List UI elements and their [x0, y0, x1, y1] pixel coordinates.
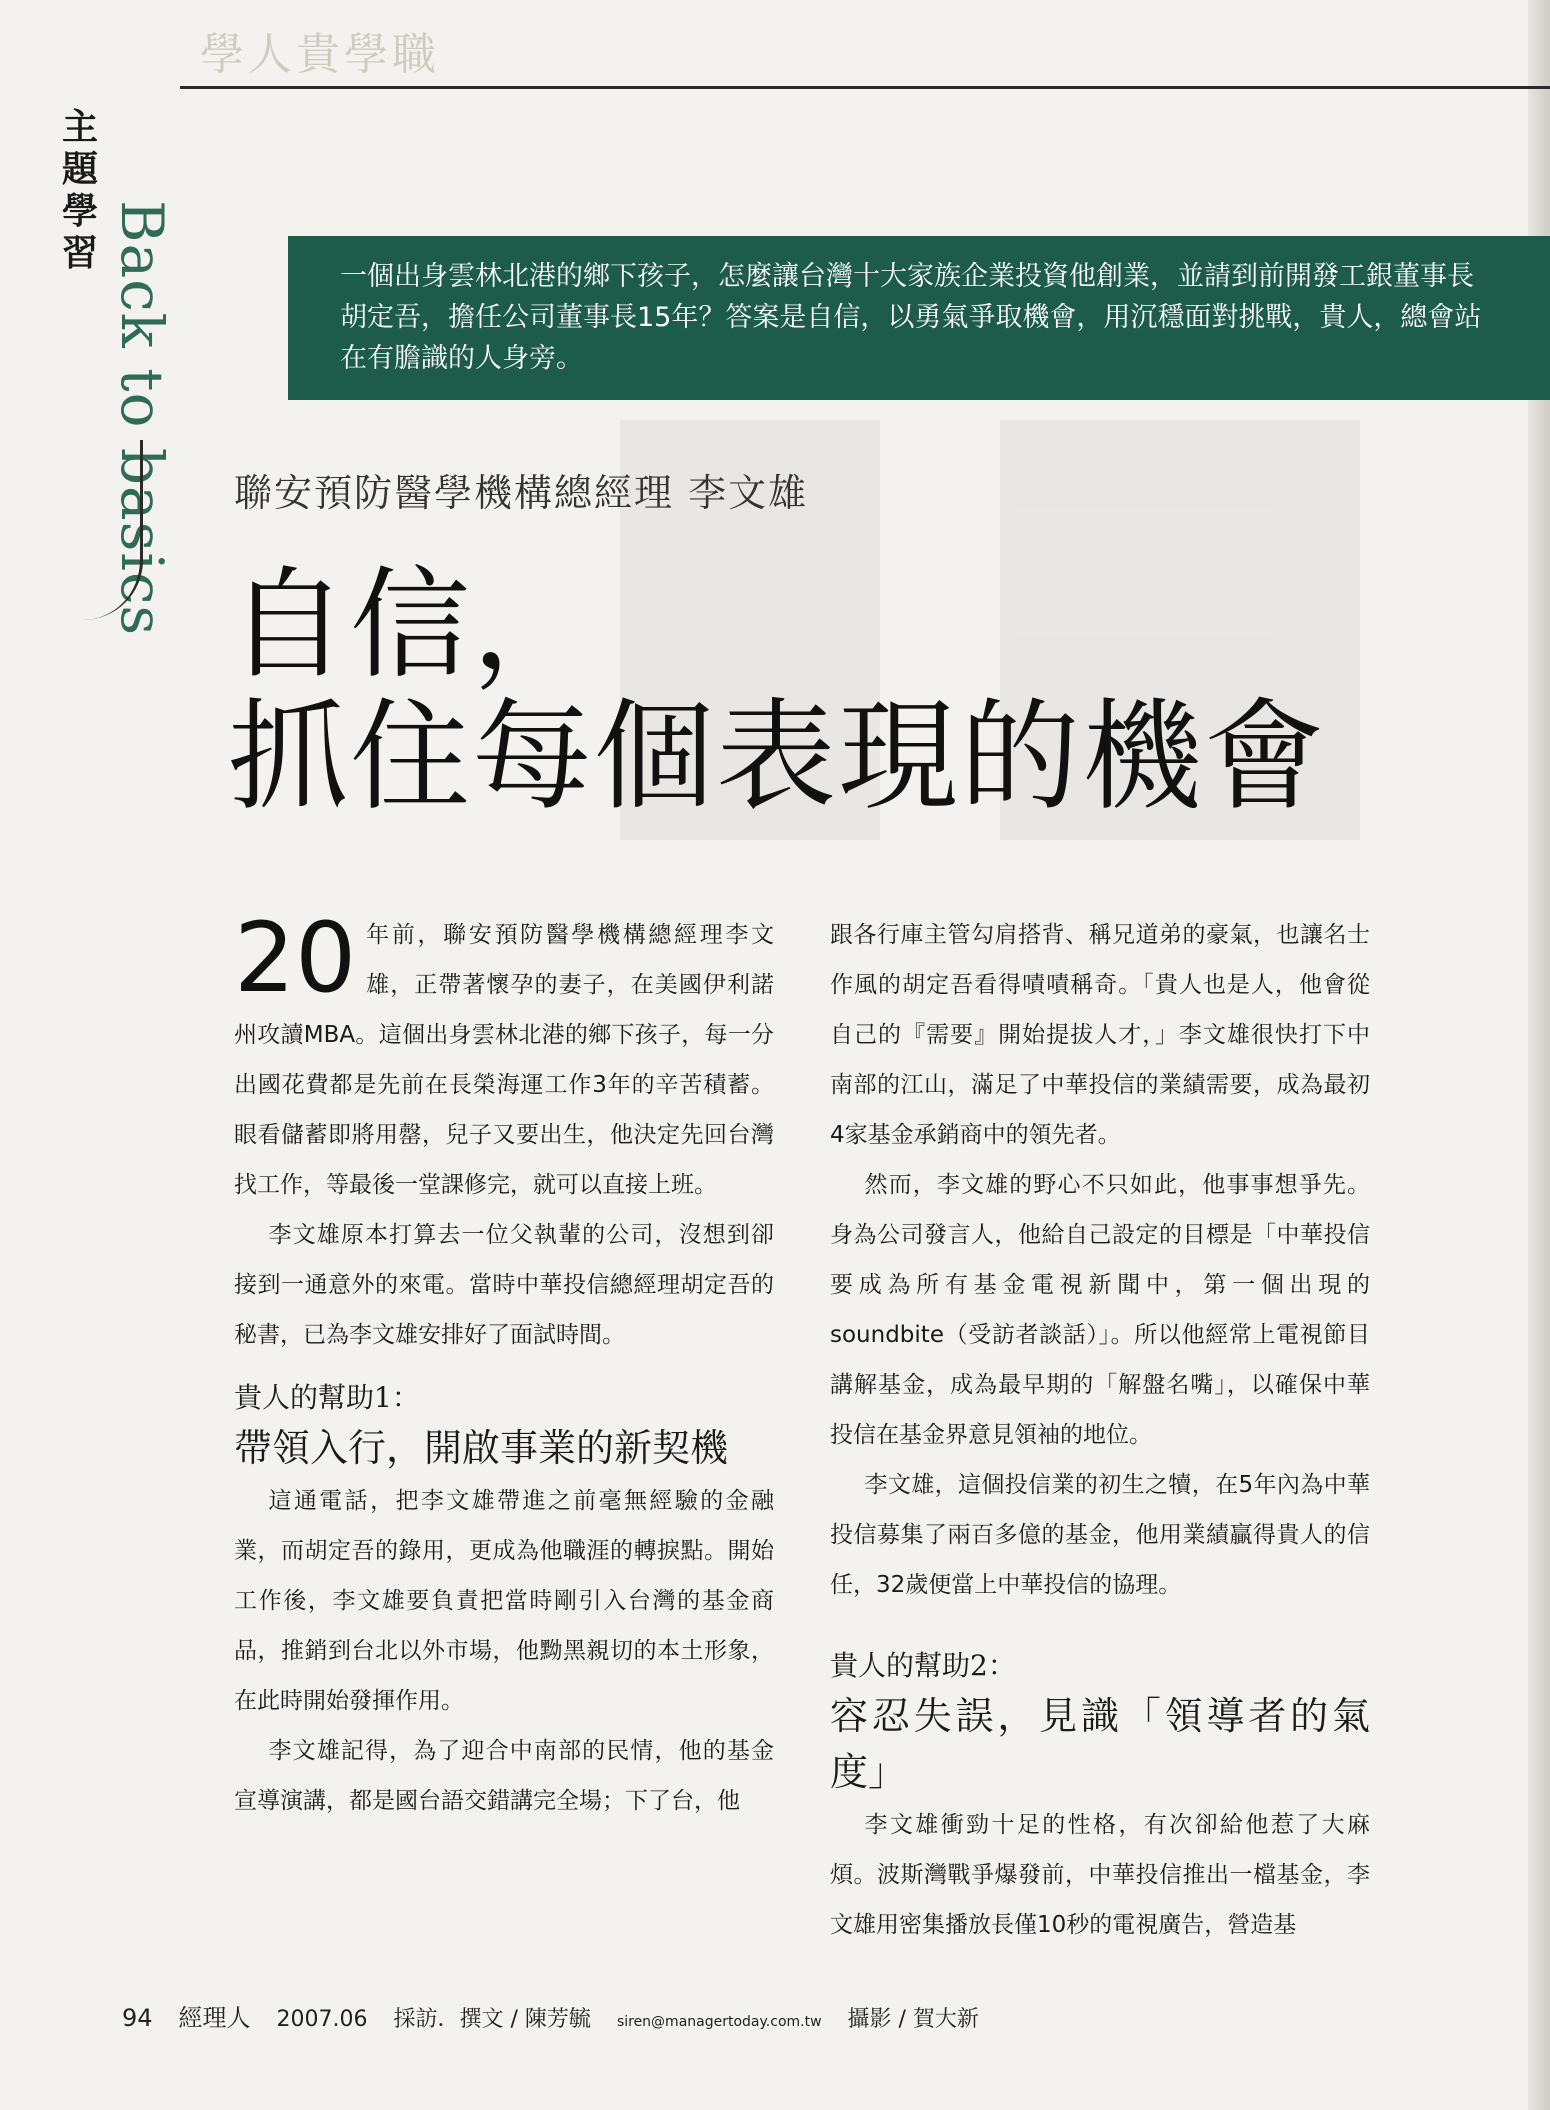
subheading: 容忍失誤，見識「領導者的氣度」 — [830, 1694, 1370, 1794]
paragraph: 這通電話，把李文雄帶進之前毫無經驗的金融業，而胡定吾的錄用，更成為他職涯的轉捩點。開始工作後，李文雄要負責把當時剛引入台灣的基金商品，推銷到台北以外市場，他黝黑親切的本土形象，在此時開始發揮作用。 — [234, 1488, 774, 1714]
title-line-1: 自信， — [228, 556, 594, 695]
magazine-name: 經理人 — [178, 2004, 251, 2032]
article-column-left — [234, 902, 774, 1826]
page-footer — [122, 1998, 979, 2033]
issue-date: 2007.06 — [276, 2007, 368, 2032]
intro-banner — [288, 236, 1550, 400]
page-number: 94 — [122, 2004, 153, 2032]
article-subtitle: 聯安預防醫學機構總經理 李文雄 — [234, 471, 809, 515]
paragraph: 跟各行庫主管勾肩搭背、稱兄道弟的豪氣，也讓名士作風的胡定吾看得嘖嘖稱奇。「貴人也是人，他會從自己的『需要』開始提拔人才，」李文雄很快打下中南部的江山，滿足了中華投信的業績需要，成為最初4家基金承銷商中的領先者。 — [830, 922, 1370, 1148]
article-column-right — [830, 910, 1370, 1950]
intro-text: 一個出身雲林北港的鄉下孩子，怎麼讓台灣十大家族企業投資他創業，並請到前開發工銀董事長胡定吾，擔任公司董事長15年？答案是自信，以勇氣爭取機會，用沉穩面對挑戰，貴人，總會站在有膽識的人身旁。 — [340, 261, 1482, 374]
title-line-2: 抓住每個表現的機會 — [228, 688, 1326, 827]
drop-cap: 20 — [234, 902, 357, 1014]
writer-email: siren@managertoday.com.tw — [616, 2014, 822, 2030]
paragraph: 李文雄原本打算去一位父執輩的公司，沒想到卻接到一通意外的來電。當時中華投信總經理胡定吾的秘書，已為李文雄安排好了面試時間。 — [234, 1222, 774, 1348]
subheading: 帶領入行，開啟事業的新契機 — [234, 1426, 729, 1470]
faded-header-text: 學人貴學職 — [200, 29, 440, 80]
paragraph-text: 年前，聯安預防醫學機構總經理李文雄，正帶著懷孕的妻子，在美國伊利諾州攻讀MBA。這個出身雲林北港的鄉下孩子，每一分出國花費都是先前在長榮海運工作3年的辛苦積蓄。眼看儲蓄即將用罄，兒子又要出生，他決定先回台灣找工作，等最後一堂課修完，就可以直接上班。 — [234, 922, 774, 1198]
paragraph: 李文雄衝勁十足的性格，有次卻給他惹了大麻煩。波斯灣戰爭爆發前，中華投信推出一檔基金，李文雄用密集播放長僅10秒的電視廣告，營造基 — [830, 1812, 1370, 1938]
paragraph: 然而，李文雄的野心不只如此，他事事想爭先。身為公司發言人，他給自己設定的目標是「中華投信要成為所有基金電視新聞中，第一個出現的soundbite（受訪者談話）」。所以他經常上電視節目講解基金，成為最早期的「解盤名嘴」，以確保中華投信在基金界意見領袖的地位。 — [830, 1172, 1370, 1448]
subheading-label: 貴人的幫助1： — [234, 1381, 420, 1414]
section-label: 主題學習 — [61, 106, 98, 274]
article-title — [228, 556, 1326, 827]
paragraph — [234, 902, 774, 1210]
paragraph: 李文雄，這個投信業的初生之犢，在5年內為中華投信募集了兩百多億的基金，他用業績贏得貴人的信任，32歲便當上中華投信的協理。 — [830, 1472, 1370, 1598]
paragraph: 李文雄記得，為了迎合中南部的民情，他的基金宣導演講，都是國台語交錯講完全場；下了台，他 — [234, 1738, 774, 1814]
subheading-label: 貴人的幫助2： — [830, 1649, 1016, 1682]
writer-credit: 採訪．撰文 / 陳芳毓 — [393, 2007, 591, 2032]
header-rule — [180, 86, 1550, 89]
series-label: Back to basics — [108, 200, 176, 637]
photo-credit: 攝影 / 賀大新 — [847, 2007, 979, 2032]
